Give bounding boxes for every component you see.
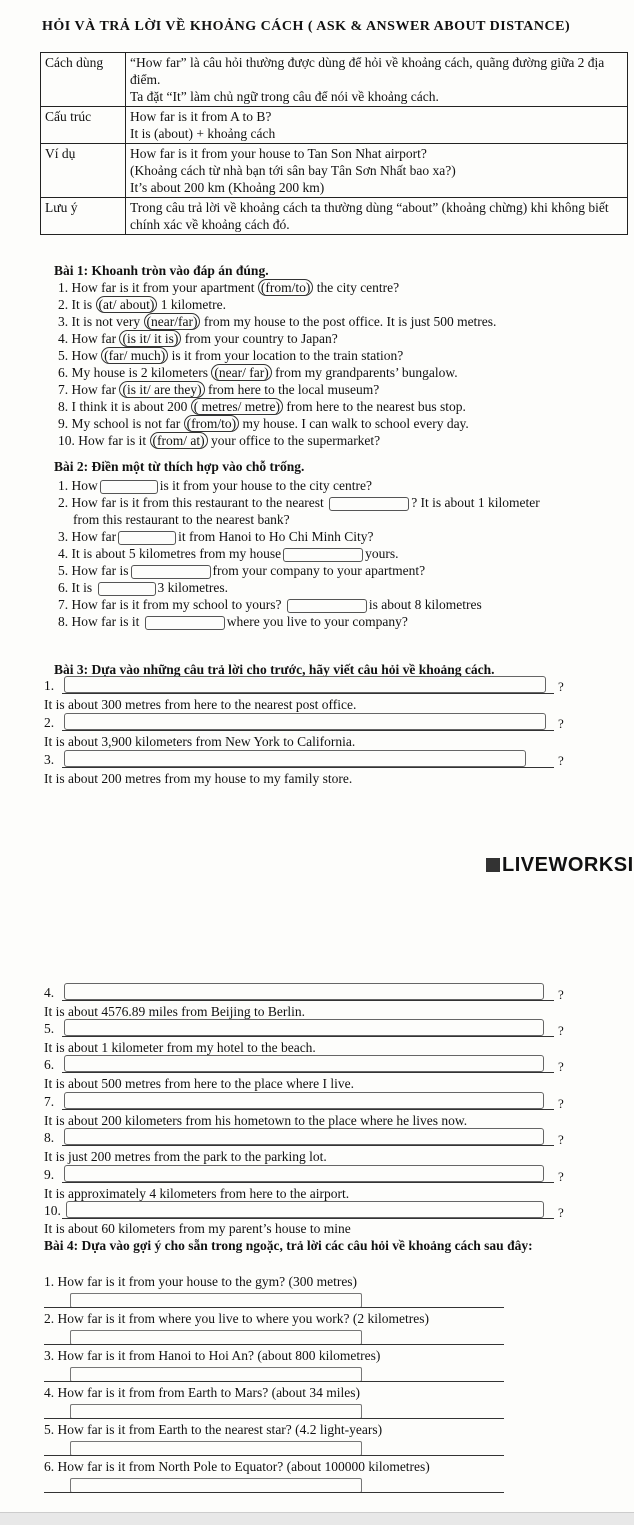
- given-answer: It is approximately 4 kilometers from here to the airport.: [44, 1186, 350, 1201]
- question-mark: ?: [558, 1132, 564, 1147]
- theory-key: Cấu trúc: [41, 107, 126, 144]
- theory-line: (Khoảng cách từ nhà bạn tới sân bay Tân Sơn Nhất bao xa?): [130, 163, 456, 178]
- ex2-item: 3. How far it from Hanoi to Ho Chi Minh City?: [58, 529, 374, 544]
- ex2-item: 4. It is about 5 kilometres from my house yours.: [58, 546, 399, 561]
- bottom-bar: [0, 1512, 634, 1525]
- ex1-item: 2. It is (at/ about) 1 kilometre.: [58, 297, 226, 312]
- item-number: 3.: [44, 752, 55, 767]
- question-mark: ?: [558, 1205, 564, 1220]
- choice-options[interactable]: (near/far): [144, 313, 201, 330]
- page-title: HỎI VÀ TRẢ LỜI VỀ KHOẢNG CÁCH ( ASK & ANSWER ABOUT DISTANCE): [42, 19, 571, 34]
- answer-input[interactable]: [70, 1330, 362, 1345]
- ex2-item: 2. How far is it from this restaurant to the nearest ? It is about 1 kilometer: [58, 495, 540, 510]
- choice-options[interactable]: (from/to): [258, 279, 314, 296]
- ex2-item: 8. How far is it where you live to your company?: [58, 614, 408, 629]
- ex2-item: 5. How far is from your company to your apartment?: [58, 563, 426, 578]
- item-number: 2.: [44, 715, 55, 730]
- question-input[interactable]: [64, 750, 526, 767]
- fill-blank-input[interactable]: [118, 531, 176, 545]
- logo-icon: [486, 858, 500, 872]
- ex1-item: 7. How far (is it/ are they) from here to the local museum?: [58, 382, 380, 397]
- answer-line: [44, 1418, 504, 1419]
- fill-blank-input[interactable]: [100, 480, 158, 494]
- ex2-item: 7. How far is it from my school to yours? is about 8 kilometres: [58, 597, 482, 612]
- given-answer: It is about 200 kilometers from his hometown to the place where he lives now.: [44, 1113, 468, 1128]
- item-number: 1.: [44, 678, 55, 693]
- question-input[interactable]: [64, 1092, 544, 1109]
- theory-key: Lưu ý: [41, 198, 126, 235]
- question-mark: ?: [558, 1023, 564, 1038]
- given-answer: It is about 300 metres from here to the nearest post office.: [44, 697, 357, 712]
- answer-line: [44, 1307, 504, 1308]
- ex1-item: 3. It is not very (near/far) from my house to the post office. It is just 500 metres.: [58, 314, 497, 329]
- choice-options[interactable]: (from/to): [184, 415, 240, 432]
- ex1-item: 1. How far is it from your apartment (from/to) the city centre?: [58, 280, 400, 295]
- fill-blank-input[interactable]: [283, 548, 363, 562]
- answer-input[interactable]: [70, 1478, 362, 1493]
- theory-line: “How far” là câu hỏi thường được dùng để hỏi về khoảng cách, quãng đường giữa 2 địa điểm.: [130, 55, 605, 87]
- item-number: 7.: [44, 1094, 55, 1109]
- question-input[interactable]: [64, 1128, 544, 1145]
- liveworksheets-logo: LIVEWORKSI: [486, 857, 634, 874]
- given-answer: It is about 200 metres from my house to my family store.: [44, 771, 353, 786]
- ex2-heading: Bài 2: Điền một từ thích hợp vào chỗ trống.: [54, 459, 305, 474]
- theory-key: Cách dùng: [41, 53, 126, 107]
- item-number: 8.: [44, 1130, 55, 1145]
- given-answer: It is about 500 metres from here to the place where I live.: [44, 1076, 355, 1091]
- given-answer: It is about 3,900 kilometers from New York to California.: [44, 734, 356, 749]
- question-input[interactable]: [64, 1019, 544, 1036]
- ex1-item: 5. How (far/ much) is it from your location to the train station?: [58, 348, 404, 363]
- ex4-question: 6. How far is it from North Pole to Equator? (about 100000 kilometres): [44, 1459, 430, 1474]
- answer-input[interactable]: [70, 1367, 362, 1382]
- theory-value: [126, 107, 628, 144]
- given-answer: It is about 60 kilometers from my parent’s house to mine: [44, 1221, 351, 1236]
- answer-line: [62, 1109, 554, 1110]
- fill-blank-input[interactable]: [145, 616, 225, 630]
- question-input[interactable]: [64, 1055, 544, 1072]
- fill-blank-input[interactable]: [98, 582, 156, 596]
- theory-line: How far is it from A to B?: [130, 109, 272, 124]
- theory-row: [41, 53, 628, 107]
- choice-options[interactable]: (is it/ it is): [119, 330, 181, 347]
- given-answer: It is about 1 kilometer from my hotel to the beach.: [44, 1040, 316, 1055]
- given-answer: It is just 200 metres from the park to the parking lot.: [44, 1149, 327, 1164]
- answer-line: [44, 1381, 504, 1382]
- theory-table: [40, 52, 628, 235]
- theory-row: [41, 107, 628, 144]
- ex1-heading: Bài 1: Khoanh tròn vào đáp án đúng.: [54, 263, 269, 278]
- fill-blank-input[interactable]: [287, 599, 367, 613]
- choice-options[interactable]: (at/ about): [96, 296, 158, 313]
- ex2-item: 6. It is 3 kilometres.: [58, 580, 229, 595]
- question-mark: ?: [558, 679, 564, 694]
- theory-line: It’s about 200 km (Khoảng 200 km): [130, 180, 325, 195]
- ex4-heading: Bài 4: Dựa vào gợi ý cho sẵn trong ngoặc, trả lời các câu hỏi về khoảng cách sau đây:: [44, 1238, 533, 1253]
- ex1-item: 4. How far (is it/ it is) from your country to Japan?: [58, 331, 338, 346]
- item-number: 9.: [44, 1167, 55, 1182]
- question-mark: ?: [558, 1059, 564, 1074]
- question-input[interactable]: [64, 676, 546, 693]
- item-number: 5.: [44, 1021, 55, 1036]
- answer-line: [44, 1344, 504, 1345]
- item-number: 6.: [44, 1057, 55, 1072]
- answer-input[interactable]: [70, 1293, 362, 1308]
- fill-blank-input[interactable]: [131, 565, 211, 579]
- ex2-item: 1. How is it from your house to the city centre?: [58, 478, 372, 493]
- ex4-question: 5. How far is it from Earth to the nearest star? (4.2 light-years): [44, 1422, 383, 1437]
- answer-line: [62, 767, 554, 768]
- question-mark: ?: [558, 1096, 564, 1111]
- theory-line: How far is it from your house to Tan Son Nhat airport?: [130, 146, 427, 161]
- question-input[interactable]: [64, 983, 544, 1000]
- ex1-item: 6. My house is 2 kilometers (near/ far) from my grandparents’ bungalow.: [58, 365, 458, 380]
- answer-line: [62, 1218, 554, 1219]
- ex3-heading: Bài 3: Dựa vào những câu trả lời cho trước, hãy viết câu hỏi về khoảng cách.: [54, 662, 495, 677]
- theory-value: [126, 198, 628, 235]
- ex1-item: 8. I think it is about 200 ( metres/ metre) from here to the nearest bus stop.: [58, 399, 466, 414]
- question-input[interactable]: [64, 1165, 544, 1182]
- answer-line: [62, 1072, 554, 1073]
- question-input[interactable]: [66, 1201, 544, 1218]
- fill-blank-input[interactable]: [329, 497, 409, 511]
- answer-line: [44, 1492, 504, 1493]
- ex1-item: 10. How far is it (from/ at) your office to the supermarket?: [58, 433, 381, 448]
- theory-line: Ta đặt “It” làm chủ ngữ trong câu để nói về khoảng cách.: [130, 89, 439, 104]
- question-mark: ?: [558, 753, 564, 768]
- given-answer: It is about 4576.89 miles from Beijing to Berlin.: [44, 1004, 305, 1019]
- answer-line: [62, 1182, 554, 1183]
- ex4-question: 4. How far is it from from Earth to Mars? (about 34 miles): [44, 1385, 361, 1400]
- question-mark: ?: [558, 716, 564, 731]
- ex1-list: [58, 279, 496, 449]
- choice-options[interactable]: (far/ much): [101, 347, 168, 364]
- theory-line: It is (about) + khoảng cách: [130, 126, 276, 141]
- answer-input[interactable]: [70, 1404, 362, 1419]
- theory-row: [41, 198, 628, 235]
- question-input[interactable]: [64, 713, 546, 730]
- theory-line: Trong câu trả lời về khoảng cách ta thường dùng “about” (khoảng chừng) khi không biết chính xác về khoảng cách đó.: [130, 200, 609, 232]
- choice-options[interactable]: ( metres/ metre): [191, 398, 283, 415]
- answer-line: [62, 1000, 554, 1001]
- ex4-question: 1. How far is it from your house to the gym? (300 metres): [44, 1274, 358, 1289]
- ex2-list: [58, 477, 540, 630]
- theory-row: [41, 144, 628, 198]
- answer-line: [62, 730, 554, 731]
- answer-line: [62, 1145, 554, 1146]
- choice-options[interactable]: (is it/ are they): [119, 381, 204, 398]
- item-number: 4.: [44, 985, 55, 1000]
- choice-options[interactable]: (near/ far): [211, 364, 271, 381]
- ex4-question: 2. How far is it from where you live to where you work? (2 kilometres): [44, 1311, 430, 1326]
- answer-line: [62, 1036, 554, 1037]
- answer-line: [44, 1455, 504, 1456]
- answer-line: [62, 693, 554, 694]
- theory-value: [126, 53, 628, 107]
- theory-key: Ví dụ: [41, 144, 126, 198]
- theory-value: [126, 144, 628, 198]
- ex2-item: from this restaurant to the nearest bank?: [73, 512, 290, 527]
- question-mark: ?: [558, 987, 564, 1002]
- answer-input[interactable]: [70, 1441, 362, 1456]
- question-mark: ?: [558, 1169, 564, 1184]
- ex1-item: 9. My school is not far (from/to) my house. I can walk to school every day.: [58, 416, 469, 431]
- choice-options[interactable]: (from/ at): [150, 432, 208, 449]
- ex4-question: 3. How far is it from Hanoi to Hoi An? (about 800 kilometres): [44, 1348, 381, 1363]
- item-number: 10.: [44, 1203, 61, 1218]
